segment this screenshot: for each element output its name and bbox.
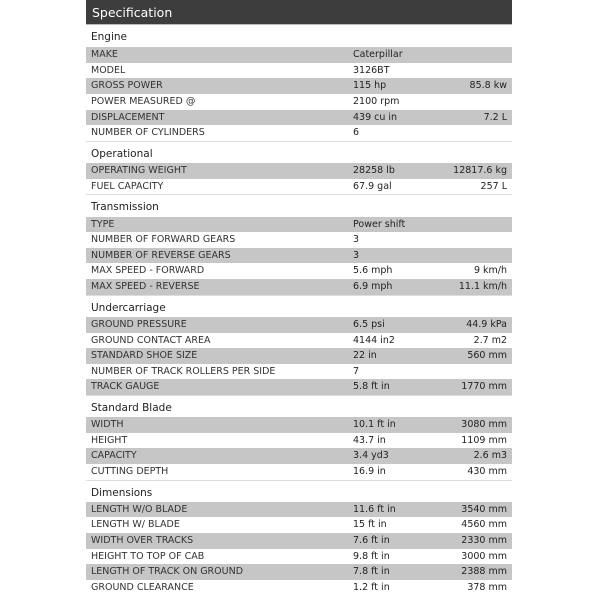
spec-label: CUTTING DEPTH — [91, 465, 169, 477]
spec-table — [86, 25, 512, 595]
spec-value-imperial: 3126BT — [353, 64, 390, 76]
spec-row — [86, 533, 512, 549]
spec-label: GROUND CLEARANCE — [91, 581, 194, 593]
spec-label: OPERATING WEIGHT — [91, 165, 187, 177]
spec-label: STANDARD SHOE SIZE — [91, 350, 198, 362]
spec-row — [86, 379, 512, 395]
spec-label: TYPE — [91, 218, 115, 230]
section-title: Engine — [91, 31, 127, 43]
spec-row — [86, 517, 512, 533]
spec-value-metric: 1770 mm — [461, 381, 507, 393]
spec-label: GROUND PRESSURE — [91, 318, 187, 330]
spec-value-metric: 257 L — [480, 180, 507, 192]
spec-label: WIDTH OVER TRACKS — [91, 535, 194, 547]
spec-row — [86, 348, 512, 364]
spec-row — [86, 217, 512, 233]
spec-value-imperial: 4144 in2 — [353, 334, 395, 346]
spec-row — [86, 333, 512, 349]
spec-row — [86, 448, 512, 464]
spec-value-imperial: 43.7 in — [353, 434, 386, 446]
spec-value-metric: 3080 mm — [461, 419, 507, 431]
spec-value-imperial: Caterpillar — [353, 49, 403, 61]
spec-value-metric: 7.2 L — [483, 111, 507, 123]
spec-label: MAX SPEED - FORWARD — [91, 265, 205, 277]
spec-value-metric: 2388 mm — [461, 566, 507, 578]
spec-row — [86, 47, 512, 63]
spec-value-imperial: 6.9 mph — [353, 281, 393, 293]
spec-label: NUMBER OF CYLINDERS — [91, 127, 205, 139]
spec-label: LENGTH W/ BLADE — [91, 519, 180, 531]
spec-label: MAX SPEED - REVERSE — [91, 281, 200, 293]
spec-value-imperial: 115 hp — [353, 80, 387, 92]
spec-value-imperial: 5.6 mph — [353, 265, 393, 277]
spec-label: NUMBER OF TRACK ROLLERS PER SIDE — [91, 365, 276, 377]
spec-value-metric: 9 km/h — [473, 265, 507, 277]
spec-value-imperial: 6 — [353, 127, 360, 139]
spec-value-imperial: 5.8 ft in — [353, 381, 390, 393]
spec-row — [86, 564, 512, 580]
spec-label: NUMBER OF REVERSE GEARS — [91, 249, 231, 261]
spec-value-imperial: 3 — [353, 234, 360, 246]
spec-label: HEIGHT — [91, 434, 128, 446]
spec-value-imperial: 439 cu in — [353, 111, 398, 123]
spec-value-metric: 1109 mm — [461, 434, 507, 446]
spec-value-imperial: 7 — [353, 365, 360, 377]
spec-row — [86, 502, 512, 518]
spec-value-imperial: 10.1 ft in — [353, 419, 396, 431]
spec-value-imperial: 9.8 ft in — [353, 550, 390, 562]
section-title: Transmission — [86, 194, 512, 216]
spec-row — [86, 433, 512, 449]
spec-row — [86, 94, 512, 110]
spec-value-imperial: 3 — [353, 249, 360, 261]
panel-header: Specification — [86, 0, 512, 25]
spec-row — [86, 163, 512, 179]
spec-row — [86, 417, 512, 433]
spec-label: POWER MEASURED @ — [91, 96, 196, 108]
spec-value-metric: 560 mm — [467, 350, 507, 362]
spec-row — [86, 63, 512, 79]
spec-row — [86, 232, 512, 248]
spec-label: LENGTH W/O BLADE — [91, 503, 188, 515]
spec-value-imperial: 1.2 ft in — [353, 581, 390, 593]
spec-row — [86, 464, 512, 480]
spec-row — [86, 364, 512, 380]
section-title: Dimensions — [86, 480, 512, 502]
spec-label: DISPLACEMENT — [91, 111, 165, 123]
spec-row — [86, 263, 512, 279]
spec-value-metric: 2.7 m2 — [473, 334, 507, 346]
spec-label: GROSS POWER — [91, 80, 163, 92]
spec-value-imperial: 67.9 gal — [353, 180, 392, 192]
specification-panel — [86, 0, 512, 595]
spec-value-metric: 430 mm — [467, 465, 507, 477]
spec-value-metric: 85.8 kw — [469, 80, 507, 92]
spec-value-metric: 3540 mm — [461, 503, 507, 515]
spec-row — [86, 125, 512, 141]
spec-label: TRACK GAUGE — [91, 381, 160, 393]
spec-value-metric: 378 mm — [467, 581, 507, 593]
spec-value-metric: 4560 mm — [461, 519, 507, 531]
spec-row — [86, 279, 512, 295]
section-title: Undercarriage — [86, 295, 512, 317]
spec-row — [86, 179, 512, 195]
spec-value-imperial: 16.9 in — [353, 465, 386, 477]
spec-value-imperial: 2100 rpm — [353, 96, 400, 108]
spec-label: CAPACITY — [91, 450, 137, 462]
spec-label: MAKE — [91, 49, 118, 61]
spec-value-imperial: 7.6 ft in — [353, 535, 390, 547]
spec-value-metric: 12817.6 kg — [453, 165, 507, 177]
section-title: Standard Blade — [86, 395, 512, 417]
spec-value-metric: 11.1 km/h — [458, 281, 507, 293]
spec-value-imperial: 11.6 ft in — [353, 503, 396, 515]
spec-value-metric: 44.9 kPa — [466, 318, 507, 330]
spec-value-imperial: Power shift — [353, 218, 406, 230]
spec-row — [86, 317, 512, 333]
spec-label: FUEL CAPACITY — [91, 180, 164, 192]
spec-value-imperial: 3.4 yd3 — [353, 450, 389, 462]
spec-label: MODEL — [91, 64, 126, 76]
spec-label: LENGTH OF TRACK ON GROUND — [91, 566, 244, 578]
spec-row — [86, 580, 512, 596]
spec-row — [86, 549, 512, 565]
spec-label: HEIGHT TO TOP OF CAB — [91, 550, 205, 562]
spec-label: WIDTH — [91, 419, 124, 431]
spec-row — [86, 248, 512, 264]
spec-value-imperial: 7.8 ft in — [353, 566, 390, 578]
spec-value-metric: 2330 mm — [461, 535, 507, 547]
spec-value-imperial: 6.5 psi — [353, 318, 385, 330]
spec-label: NUMBER OF FORWARD GEARS — [91, 234, 236, 246]
spec-label: GROUND CONTACT AREA — [91, 334, 211, 346]
spec-value-imperial: 22 in — [353, 350, 377, 362]
spec-value-metric: 2.6 m3 — [473, 450, 507, 462]
spec-row — [86, 110, 512, 126]
section-title: Operational — [86, 141, 512, 163]
spec-value-imperial: 28258 lb — [353, 165, 395, 177]
spec-value-imperial: 15 ft in — [353, 519, 387, 531]
spec-row — [86, 78, 512, 94]
spec-value-metric: 3000 mm — [461, 550, 507, 562]
